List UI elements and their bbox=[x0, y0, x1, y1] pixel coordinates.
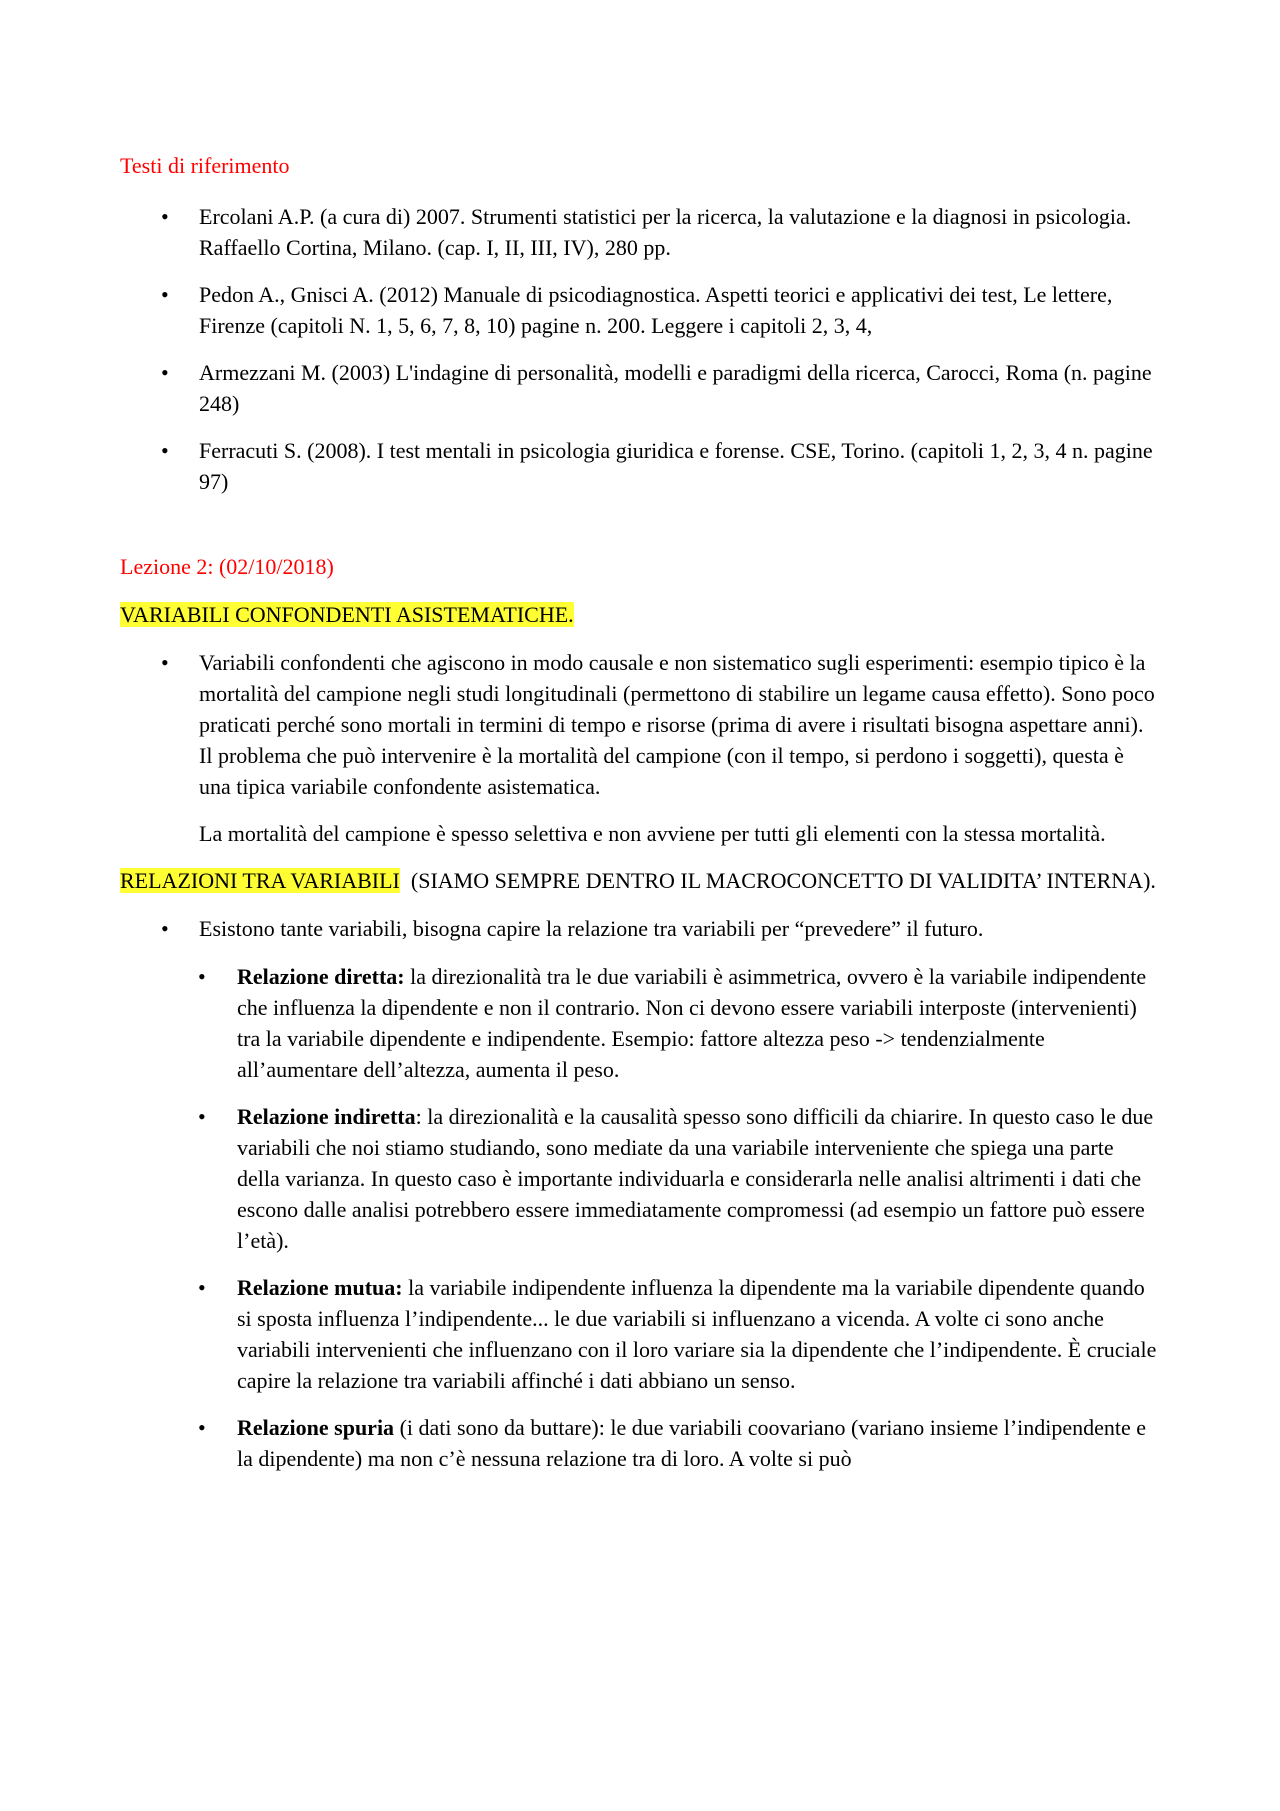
highlighted-title: VARIABILI CONFONDENTI ASISTEMATICHE. bbox=[120, 602, 574, 627]
section1-bullet bbox=[120, 647, 1160, 849]
section2-intro-item: • Esistono tante variabili, bisogna capire la relazione tra variabili per “prevedere” il futuro. bbox=[120, 913, 1160, 944]
relation-item-indirect bbox=[120, 1101, 1160, 1256]
lesson-heading: Lezione 2: (02/10/2018) bbox=[120, 554, 334, 579]
section-title-confounding bbox=[120, 599, 1160, 630]
section1-paragraph: • Variabili confondenti che agiscono in modo causale e non sistematico sugli esperimenti: esempio tipico è la mortalità del campione negli studi longitudinali (permettono di stabilire un legame causa effetto). Sono poco praticati perché sono mortali in termini di tempo e risorse (prima di avere i risultati bisogna aspettare anni). Il problema che può intervenire è la mortalità del campione (con il tempo, si perdono i soggetti), questa è una tipica variabile confondente asistematica. bbox=[199, 650, 1155, 799]
relation-term: Relazione spuria bbox=[237, 1415, 395, 1440]
relation-term: Relazione indiretta bbox=[237, 1104, 416, 1129]
section1-paragraph: La mortalità del campione è spesso selettiva e non avviene per tutti gli elementi con la stessa mortalità. bbox=[199, 821, 1106, 846]
relation-term: Relazione mutua: bbox=[237, 1275, 403, 1300]
relations-list bbox=[120, 961, 1160, 1474]
section-title-suffix: (SIAMO SEMPRE DENTRO IL MACROCONCETTO DI VALIDITA’ INTERNA). bbox=[399, 868, 1156, 893]
relation-term: Relazione diretta: bbox=[237, 964, 405, 989]
relation-text: : la direzionalità e la causalità spesso sono difficili da chiarire. In questo caso le due variabili che noi stiamo studiando, sono mediate da una variabile interveniente che spiega una parte della varianza. In questo caso è importante individuarla e considerarla nelle analisi altrimenti i dati che escono dalle analisi potrebbero essere immediatamente compromessi (ad esempio un fattore può essere l’età). bbox=[237, 1104, 1154, 1253]
section2-list bbox=[120, 913, 1160, 944]
reference-item: • Armezzani M. (2003) L'indagine di personalità, modelli e paradigmi della ricerca, Carocci, Roma (n. pagine 248) bbox=[120, 357, 1160, 419]
relation-item-mutual bbox=[120, 1272, 1160, 1396]
document-page bbox=[120, 150, 1160, 1474]
highlighted-title: RELAZIONI TRA VARIABILI bbox=[120, 868, 400, 893]
references-heading: Testi di riferimento bbox=[120, 153, 290, 178]
relation-text: la variabile indipendente influenza la dipendente ma la variabile dipendente quando si sposta influenza l’indipendente... le due variabili si influenzano a vicenda. A volte ci sono anche variabili intervenienti che influenzano con il loro variare sia la dipendente che l’indipendente. È cruciale capire la relazione tra variabili affinché i dati abbiano un senso. bbox=[237, 1275, 1157, 1393]
relation-item-direct bbox=[120, 961, 1160, 1085]
section1-list bbox=[120, 647, 1160, 849]
references-list bbox=[120, 201, 1160, 497]
relation-text: (i dati sono da buttare): le due variabili coovariano (variano insieme l’indipendente e la dipendente) ma non c’è nessuna relazione tra di loro. A volte si può bbox=[237, 1415, 1147, 1471]
relation-text: la direzionalità tra le due variabili è asimmetrica, ovvero è la variabile indipendente che influenza la dipendente e non il contrario. Non ci devono essere variabili interposte (intervenienti) tra la variabile dipendente e indipendente. Esempio: fattore altezza peso -> tendenzialmente all’aumentare dell’altezza, aumenta il peso. bbox=[237, 964, 1147, 1082]
reference-item: • Ferracuti S. (2008). I test mentali in psicologia giuridica e forense. CSE, Torino. (capitoli 1, 2, 3, 4 n. pagine 97) bbox=[120, 435, 1160, 497]
relation-item-spurious bbox=[120, 1412, 1160, 1474]
reference-item: • Ercolani A.P. (a cura di) 2007. Strumenti statistici per la ricerca, la valutazione e la diagnosi in psicologia. Raffaello Cortina, Milano. (cap. I, II, III, IV), 280 pp. bbox=[120, 201, 1160, 263]
section-title-relations bbox=[120, 865, 1160, 896]
reference-item: • Pedon A., Gnisci A. (2012) Manuale di psicodiagnostica. Aspetti teorici e applicativi dei test, Le lettere, Firenze (capitoli N. 1, 5, 6, 7, 8, 10) pagine n. 200. Leggere i capitoli 2, 3, 4, bbox=[120, 279, 1160, 341]
